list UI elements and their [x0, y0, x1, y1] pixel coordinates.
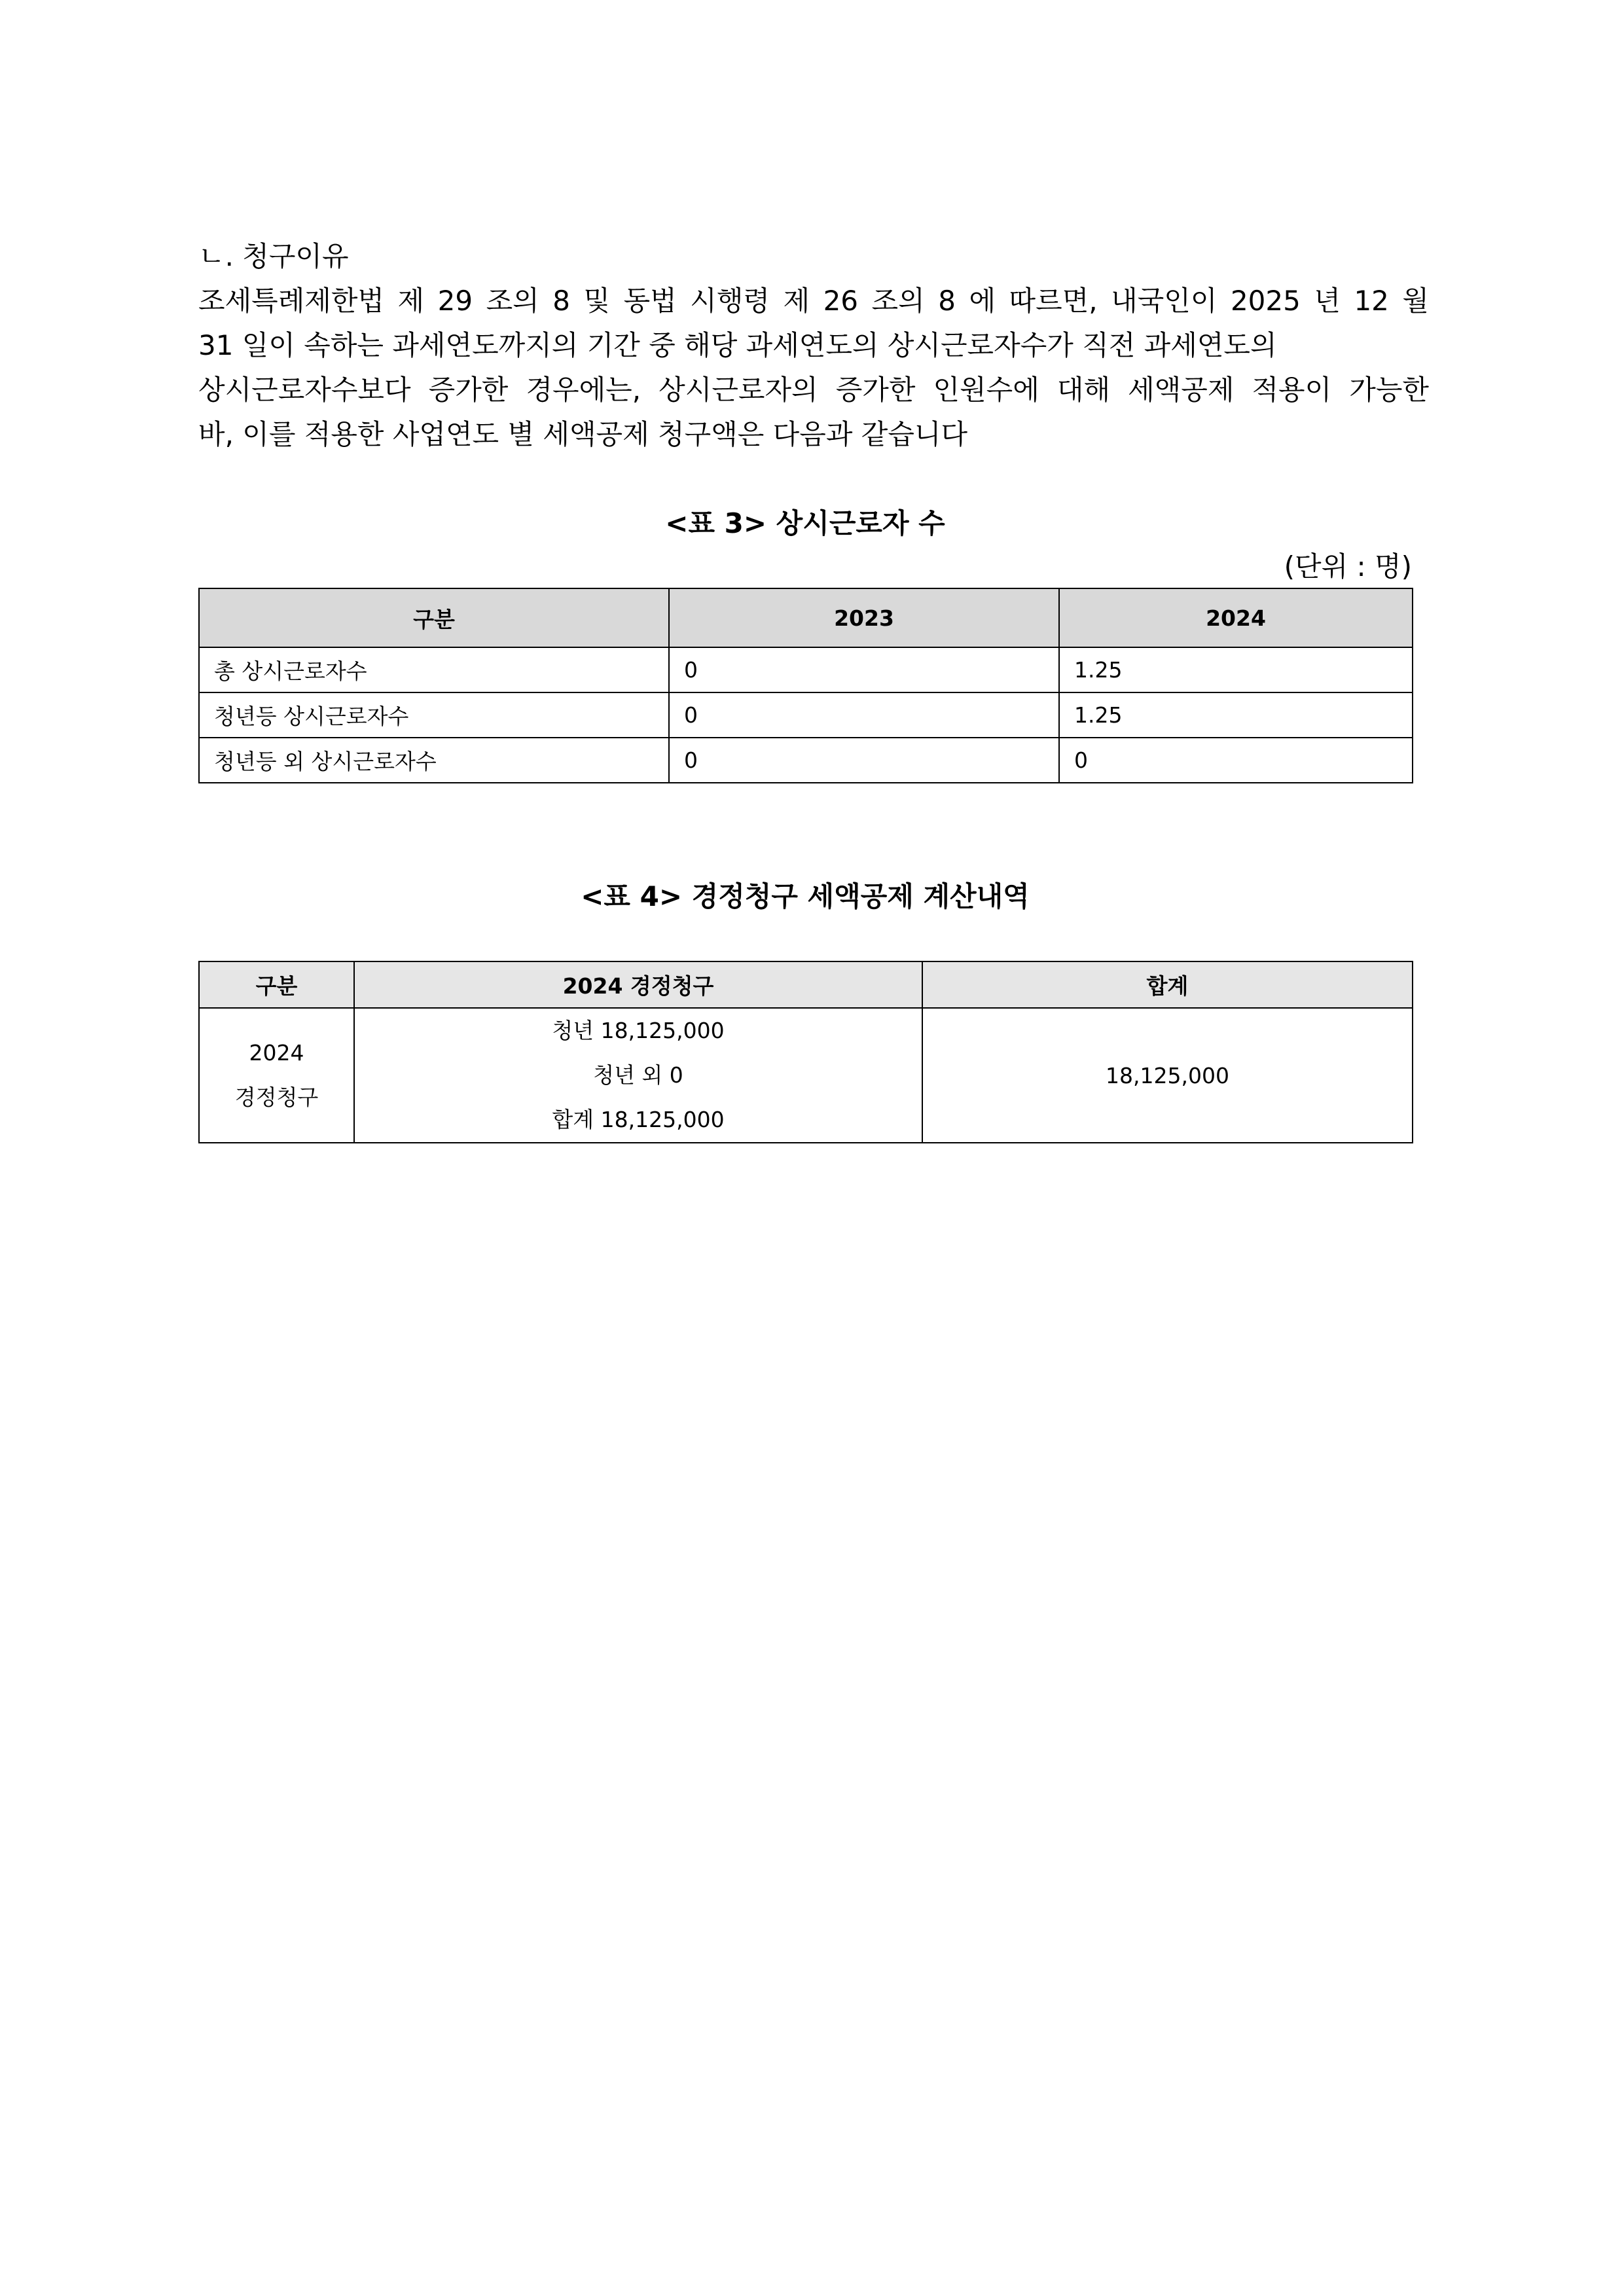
tax-credit-table	[198, 961, 1413, 1143]
column-header: 2023	[669, 588, 1059, 647]
column-header: 2024	[1059, 588, 1413, 647]
total-cell: 18,125,000	[922, 1008, 1413, 1143]
column-header: 구분	[199, 961, 354, 1008]
detail-cell	[354, 1008, 922, 1143]
table3-caption: <표 3> 상시근로자 수	[665, 507, 945, 539]
table4-caption: <표 4> 경정청구 세액공제 계산내역	[581, 880, 1030, 912]
table-cell: 1.25	[1059, 647, 1413, 692]
row-label: 총 상시근로자수	[199, 647, 669, 692]
row-label-line: 경정청구	[234, 1085, 319, 1110]
table-cell: 0	[1059, 738, 1413, 783]
table-row	[199, 692, 1413, 738]
column-header: 2024 경정청구	[354, 961, 922, 1008]
paragraph-line: 조세특례제한법 제 29 조의 8 및 동법 시행령 제 26 조의 8 에 따르면, 내국인이 2025 년 12 월	[198, 285, 1429, 317]
detail-line: 청년 외 0	[593, 1062, 683, 1088]
table-row	[199, 647, 1413, 692]
column-header: 합계	[922, 961, 1413, 1008]
paragraph-line: 31 일이 속하는 과세연도까지의 기간 중 해당 과세연도의 상시근로자수가 직전 과세연도의	[198, 329, 1277, 361]
row-label: 청년등 상시근로자수	[199, 692, 669, 738]
employee-count-table	[198, 588, 1413, 783]
column-header: 구분	[199, 588, 669, 647]
row-label: 청년등 외 상시근로자수	[199, 738, 669, 783]
table-header-row	[199, 961, 1413, 1008]
detail-line: 청년 18,125,000	[552, 1018, 725, 1043]
section-paragraph	[198, 279, 1429, 457]
row-label	[199, 1008, 354, 1143]
paragraph-line: 바, 이를 적용한 사업연도 별 세액공제 청구액은 다음과 같습니다	[198, 418, 968, 450]
table-header-row	[199, 588, 1413, 647]
section-heading: ㄴ. 청구이유	[198, 240, 349, 272]
table-row	[199, 1008, 1413, 1143]
paragraph-line: 상시근로자수보다 증가한 경우에는, 상시근로자의 증가한 인원수에 대해 세액공제 적용이 가능한	[198, 374, 1429, 406]
table-cell: 1.25	[1059, 692, 1413, 738]
row-label-line: 2024	[249, 1040, 304, 1066]
table-row	[199, 738, 1413, 783]
table-cell: 0	[669, 692, 1059, 738]
table3-unit-label: (단위 : 명)	[1284, 550, 1412, 583]
detail-line: 합계 18,125,000	[552, 1107, 725, 1132]
table-cell: 0	[669, 647, 1059, 692]
table-cell: 0	[669, 738, 1059, 783]
